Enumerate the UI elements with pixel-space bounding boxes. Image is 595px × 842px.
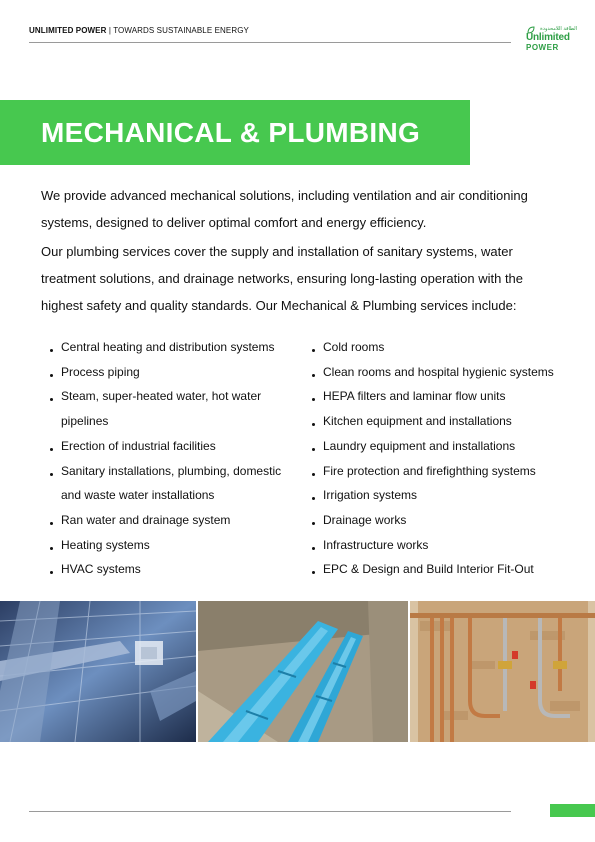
intro-paragraph-2: Our plumbing services cover the supply and installation of sanitary systems, water treatment solutions, and drainage networks, ensuring long-lasting operation with the highest safety and quality standards. Our Mechanical & Plumbing services include: xyxy=(41,244,524,313)
intro-paragraph-1: We provide advanced mechanical solutions, including ventilation and air conditioning systems, designed to deliver optimal comfort and energy efficiency. xyxy=(41,188,528,230)
service-item: Drainage works xyxy=(303,508,578,533)
services-list-right xyxy=(303,335,578,582)
footer-divider xyxy=(29,811,511,812)
hvac-ducts-photo xyxy=(0,601,196,742)
service-item: Clean rooms and hospital hygienic systems xyxy=(303,360,578,385)
logo-wordmark-line1: Unlimited xyxy=(526,32,570,43)
header-separator: | xyxy=(106,26,114,35)
service-item: HVAC systems xyxy=(41,557,291,582)
blue-drainage-pipes-photo xyxy=(198,601,408,742)
header-divider xyxy=(29,42,511,43)
services-list-left xyxy=(41,335,291,582)
section-title: MECHANICAL & PLUMBING xyxy=(41,117,421,148)
service-item: EPC & Design and Build Interior Fit-Out xyxy=(303,557,578,582)
service-item: HEPA filters and laminar flow units xyxy=(303,384,578,409)
service-item: Erection of industrial facilities xyxy=(41,434,291,459)
service-item: Infrastructure works xyxy=(303,533,578,558)
company-logo xyxy=(525,26,577,54)
photo-strip xyxy=(0,601,595,742)
header-tagline: TOWARDS SUSTAINABLE ENERGY xyxy=(113,26,249,35)
service-item: Fire protection and firefighthing systems xyxy=(303,459,578,484)
service-item: Irrigation systems xyxy=(303,483,578,508)
logo-wordmark-line2: POWER xyxy=(526,43,559,52)
service-item: Kitchen equipment and installations xyxy=(303,409,578,434)
service-item: Laundry equipment and installations xyxy=(303,434,578,459)
service-item: Process piping xyxy=(41,360,291,385)
service-item: Steam, super-heated water, hot water pipelines xyxy=(41,384,291,433)
service-item: Cold rooms xyxy=(303,335,578,360)
copper-plumbing-pipes-photo xyxy=(410,601,595,742)
footer-accent-block xyxy=(550,804,595,817)
service-item: Central heating and distribution systems xyxy=(41,335,291,360)
header-text xyxy=(29,26,249,35)
header-brand: UNLIMITED POWER xyxy=(29,26,107,35)
logo-arabic-text: الطاقة اللامحدودة xyxy=(540,26,577,32)
service-item: Sanitary installations, plumbing, domestic and waste water installations xyxy=(41,459,291,508)
service-item: Ran water and drainage system xyxy=(41,508,291,533)
service-item: Heating systems xyxy=(41,533,291,558)
